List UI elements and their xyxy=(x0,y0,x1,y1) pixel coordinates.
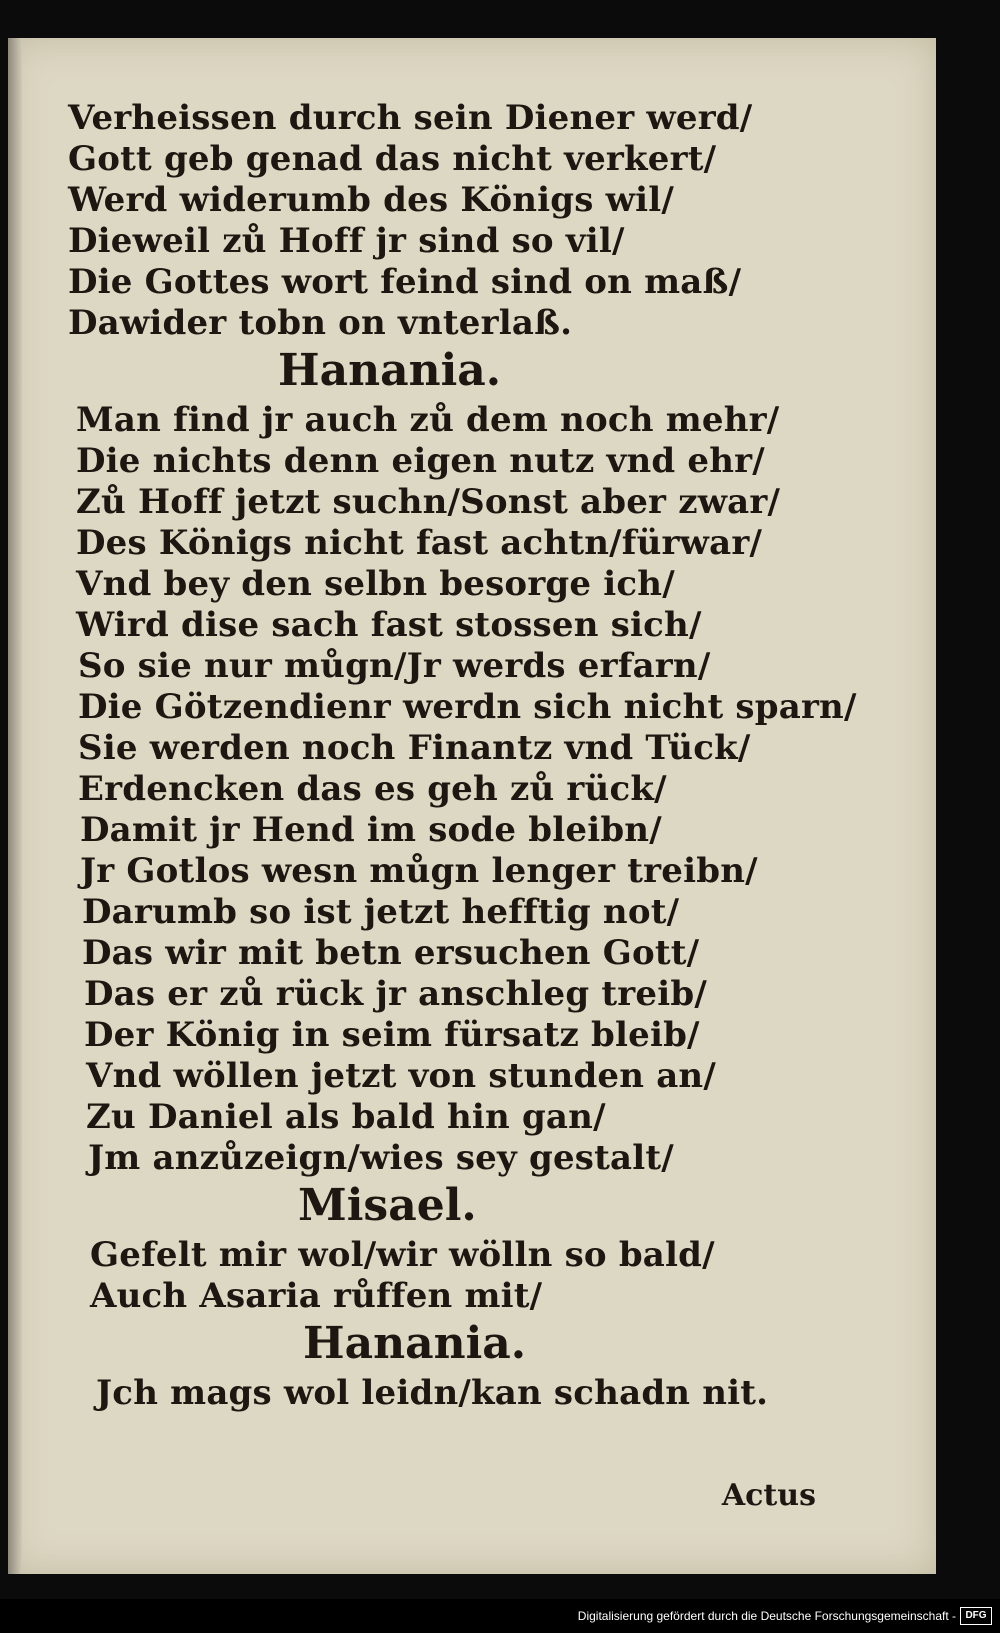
verse-line: Sie werden noch Finantz vnd Tück/ xyxy=(78,728,751,768)
verse-line: Gefelt mir wol/wir wölln so bald/ xyxy=(90,1235,715,1275)
verse-line: Vnd wöllen jetzt von stunden an/ xyxy=(86,1056,716,1096)
verse-text xyxy=(68,98,888,1414)
verse-line: Der König in seim fürsatz bleib/ xyxy=(84,1015,700,1055)
speaker-heading: Misael. xyxy=(298,1180,477,1231)
verse-line: Die Gottes wort feind sind on maß/ xyxy=(68,262,742,302)
verse-line: Werd widerumb des Königs wil/ xyxy=(68,180,674,220)
speaker-heading: Hanania. xyxy=(303,1318,527,1369)
verse-line: Des Königs nicht fast achtn/fürwar/ xyxy=(76,523,763,563)
catchword: Actus xyxy=(721,1478,816,1513)
verse-line: Zu Daniel als bald hin gan/ xyxy=(86,1097,606,1137)
digitization-footer xyxy=(0,1599,1000,1633)
verse-line: Gott geb genad das nicht verkert/ xyxy=(68,139,717,179)
verse-line: Das wir mit betn ersuchen Gott/ xyxy=(82,933,700,973)
verse-line: So sie nur můgn/Jr werds erfarn/ xyxy=(78,646,711,686)
book-page xyxy=(8,38,936,1574)
verse-line: Auch Asaria růffen mit/ xyxy=(90,1276,543,1316)
verse-line: Darumb so ist jetzt hefftig not/ xyxy=(82,892,680,932)
verse-line: Jm anzůzeign/wies sey gestalt/ xyxy=(88,1138,674,1178)
verse-line: Man find jr auch zů dem noch mehr/ xyxy=(76,400,780,440)
verse-line: Die Götzendienr werdn sich nicht sparn/ xyxy=(78,687,857,727)
verse-line: Dawider tobn on vnterlaß. xyxy=(68,303,573,343)
verse-line: Jch mags wol leidn/kan schadn nit. xyxy=(96,1373,769,1413)
verse-line: Zů Hoff jetzt suchn/Sonst aber zwar/ xyxy=(76,482,781,522)
speaker-heading: Hanania. xyxy=(278,345,502,396)
verse-line: Wird dise sach fast stossen sich/ xyxy=(76,605,702,645)
verse-line: Vnd bey den selbn besorge ich/ xyxy=(76,564,675,604)
verse-line: Das er zů rück jr anschleg treib/ xyxy=(84,974,707,1014)
dfg-logo-icon: DFG xyxy=(960,1607,992,1625)
verse-line: Dieweil zů Hoff jr sind so vil/ xyxy=(68,221,625,261)
funding-credit: Digitalisierung gefördert durch die Deutsche Forschungsgemeinschaft - xyxy=(577,1609,956,1623)
page-gutter xyxy=(8,38,22,1574)
verse-line: Die nichts denn eigen nutz vnd ehr/ xyxy=(76,441,765,481)
verse-line: Verheissen durch sein Diener werd/ xyxy=(68,98,753,138)
verse-line: Jr Gotlos wesn můgn lenger treibn/ xyxy=(80,851,758,891)
verse-line: Erdencken das es geh zů rück/ xyxy=(78,769,667,809)
verse-line: Damit jr Hend im sode bleibn/ xyxy=(80,810,662,850)
